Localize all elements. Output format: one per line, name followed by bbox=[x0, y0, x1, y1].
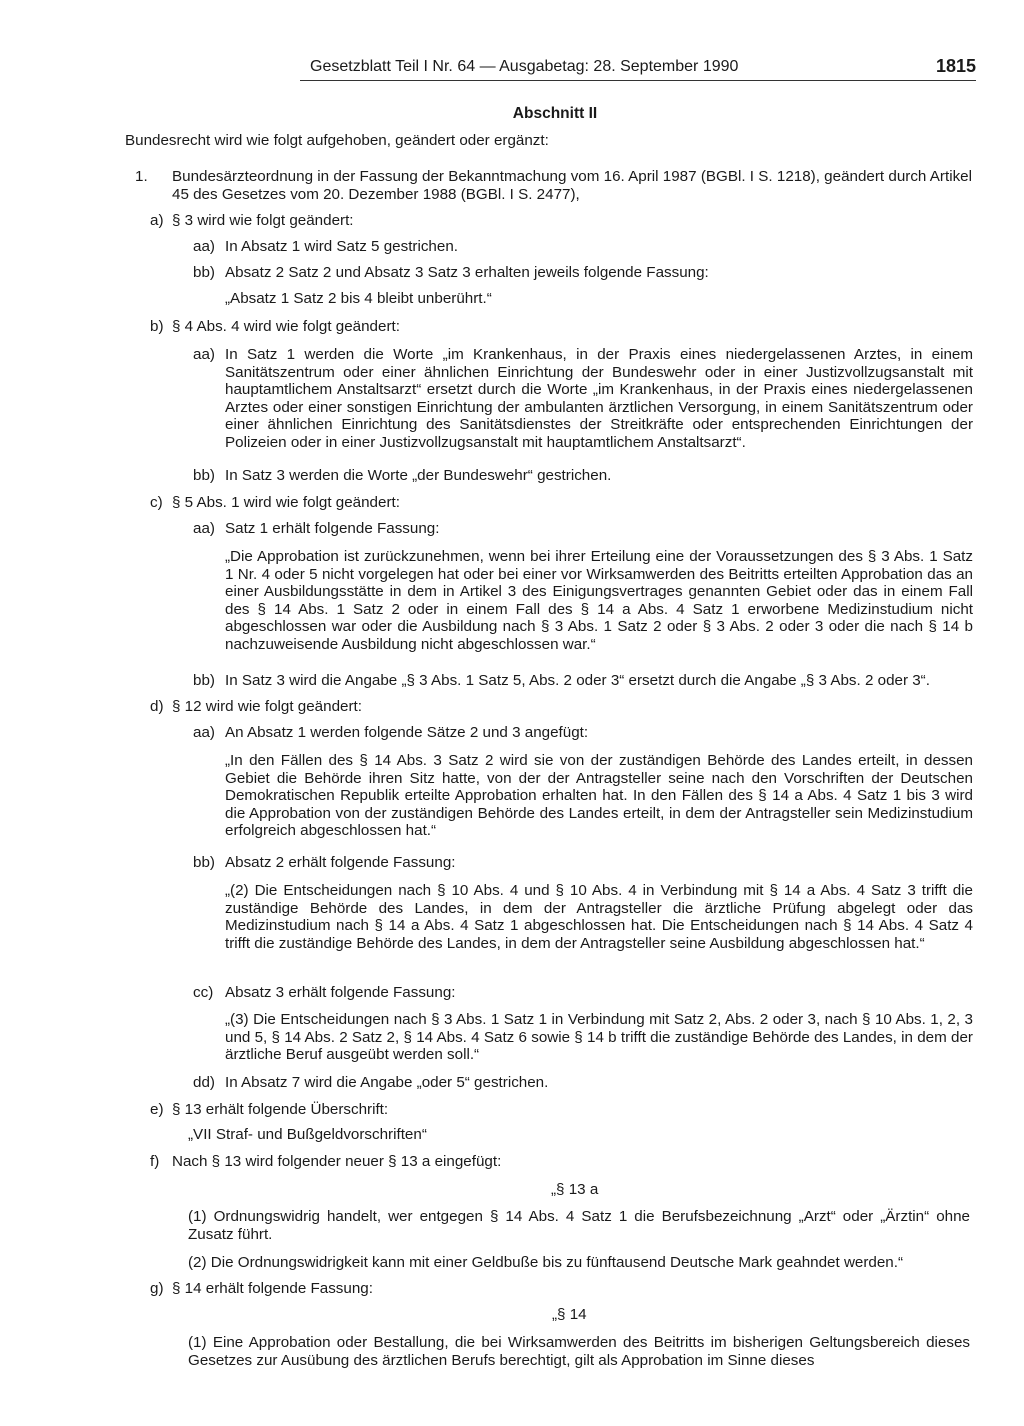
section-title: Abschnitt II bbox=[512, 105, 598, 122]
item-b-aa-text: In Satz 1 werden die Worte „im Krankenhaus, in der Praxis eines niedergelassenen Arztes, in einem Sanitätszentrum oder einer ähnlichen Einrichtung der Bundeswehr oder in einer Justizvollzugsanstalt mit hauptamtlichem Anstaltsarzt“ ersetzt durch die Worte „im Krankenhaus, in der Praxis eines niedergelassenen Arztes oder einer sonstigen Einrichtung der ambulanten ärztlichen Versorgung, in einem Sanitätszentrum oder einer ähnlichen Einrichtung des Sanitätsdienstes der Streitkräfte oder entsprechenden Einrichtungen der Polizeien oder in einer Justizvollzugsanstalt mit hauptamtlichem Anstaltsarzt“. bbox=[225, 346, 973, 451]
item-a-text: § 3 wird wie folgt geändert: bbox=[172, 212, 354, 229]
item-f-text: Nach § 13 wird folgender neuer § 13 a eingefügt: bbox=[172, 1153, 502, 1170]
paragraph-heading: „§ 14 bbox=[552, 1306, 587, 1323]
paragraph-heading: „§ 13 a bbox=[551, 1181, 599, 1198]
item-a-bb-quote: „Absatz 1 Satz 2 bis 4 bleibt unberührt.“ bbox=[225, 290, 492, 307]
item-a-bb-text: Absatz 2 Satz 2 und Absatz 3 Satz 3 erhalten jeweils folgende Fassung: bbox=[225, 264, 709, 281]
item-number: 1. bbox=[135, 168, 148, 185]
item-d-aa-quote: „In den Fällen des § 14 Abs. 3 Satz 2 wird sie von der zuständigen Behörde des Landes erteilt, in dessen Gebiet die Behörde ihren Sitz hatte, von der der Antragsteller seine nach den Vorschriften der Deutschen Demokratischen Republik erteilte Approbation erhalten hat. In den Fällen des § 14 a Abs. 4 Satz 1 bis 3 wird die Approbation von der zuständigen Behörde des Landes erteilt, in dem der Antragsteller sein Medizinstudium erfolgreich abgeschlossen hat.“ bbox=[225, 752, 973, 840]
item-d-aa-text: An Absatz 1 werden folgende Sätze 2 und 3 angefügt: bbox=[225, 724, 589, 741]
list-marker-e: e) bbox=[150, 1101, 164, 1118]
item-d-text: § 12 wird wie folgt geändert: bbox=[172, 698, 362, 715]
item-f-paragraph-2: (2) Die Ordnungswidrigkeit kann mit einer Geldbuße bis zu fünftausend Deutsche Mark geahndet werden.“ bbox=[188, 1254, 904, 1271]
item-d-cc-quote: „(3) Die Entscheidungen nach § 3 Abs. 1 Satz 1 in Verbindung mit Satz 2, Abs. 2 oder 3, nach § 10 Abs. 1, 2, 3 und 5, § 14 Abs. 2 Satz 2, § 14 Abs. 4 Satz 6 sowie § 14 b trifft die zuständige Behörde des Landes, in dem der ärztliche Beruf ausgeübt werden soll.“ bbox=[225, 1011, 973, 1064]
list-marker-a: a) bbox=[150, 212, 164, 229]
item-c-aa-quote: „Die Approbation ist zurückzunehmen, wenn bei ihrer Erteilung eine der Voraussetzungen des § 3 Abs. 1 Satz 1 Nr. 4 oder 5 nicht vorgelegen hat oder bei einer vor Wirksamwerden des Beitritts erteilten Approbation das an einer Ausbildungsstätte in dem in Artikel 3 des Einigungsvertrages genannten Gebiet oder das in einem Fall des § 14 Abs. 1 Satz 2 oder in einem Fall des § 14 a Abs. 4 Satz 1 erworbene Medizinstudium nicht abgeschlossen war oder die Ausbildung nach § 3 Abs. 1 Satz 2 oder § 3 Abs. 2 oder 3 oder die nach § 14 b nachzuweisende Ausbildung nicht abgeschlossen war.“ bbox=[225, 548, 973, 653]
list-marker-cc: cc) bbox=[193, 984, 214, 1001]
item-c-aa-text: Satz 1 erhält folgende Fassung: bbox=[225, 520, 440, 537]
item-c-text: § 5 Abs. 1 wird wie folgt geändert: bbox=[172, 494, 400, 511]
header-divider bbox=[300, 80, 976, 81]
list-marker-bb: bb) bbox=[193, 264, 215, 281]
item-d-dd-text: In Absatz 7 wird die Angabe „oder 5“ gestrichen. bbox=[225, 1074, 549, 1091]
list-marker-aa: aa) bbox=[193, 724, 215, 741]
list-marker-c: c) bbox=[150, 494, 163, 511]
item-d-bb-quote: „(2) Die Entscheidungen nach § 10 Abs. 4 und § 10 Abs. 4 in Verbindung mit § 14 a Abs. 4 Satz 3 trifft die zuständige Behörde des Landes, in dem der Antragsteller die ärztliche Prüfung abgelegt oder das Medizinstudium nach § 14 a Abs. 4 Satz 1 abgeschlossen hat. Die Entscheidungen nach § 14 Abs. 4 Satz 4 trifft die zuständige Behörde des Landes, in dem der Antragsteller seine Ausbildung abgeschlossen hat.“ bbox=[225, 882, 973, 952]
header-title: Gesetzblatt Teil I Nr. 64 — Ausgabetag: 28. September 1990 bbox=[310, 58, 739, 75]
item-b-text: § 4 Abs. 4 wird wie folgt geändert: bbox=[172, 318, 400, 335]
list-marker-bb: bb) bbox=[193, 854, 215, 871]
item-c-bb-text: In Satz 3 wird die Angabe „§ 3 Abs. 1 Satz 5, Abs. 2 oder 3“ ersetzt durch die Angabe „§ 3 Abs. 2 oder 3“. bbox=[225, 672, 930, 689]
list-marker-dd: dd) bbox=[193, 1074, 215, 1091]
item-f-paragraph-1: (1) Ordnungswidrig handelt, wer entgegen § 14 Abs. 4 Satz 1 die Berufsbezeichnung „Arzt“ oder „Ärztin“ ohne Zusatz führt. bbox=[188, 1208, 970, 1243]
list-marker-aa: aa) bbox=[193, 346, 215, 363]
list-marker-g: g) bbox=[150, 1280, 164, 1297]
item-e-text: § 13 erhält folgende Überschrift: bbox=[172, 1101, 389, 1118]
intro-text: Bundesrecht wird wie folgt aufgehoben, geändert oder ergänzt: bbox=[125, 132, 549, 149]
list-marker-b: b) bbox=[150, 318, 164, 335]
item-b-bb-text: In Satz 3 werden die Worte „der Bundeswehr“ gestrichen. bbox=[225, 467, 612, 484]
item-e-quote: „VII Straf- und Bußgeldvorschriften“ bbox=[188, 1126, 427, 1143]
list-marker-d: d) bbox=[150, 698, 164, 715]
item-a-aa-text: In Absatz 1 wird Satz 5 gestrichen. bbox=[225, 238, 458, 255]
list-marker-aa: aa) bbox=[193, 520, 215, 537]
list-marker-aa: aa) bbox=[193, 238, 215, 255]
list-marker-bb: bb) bbox=[193, 672, 215, 689]
page-number: 1815 bbox=[935, 56, 976, 76]
item-d-cc-text: Absatz 3 erhält folgende Fassung: bbox=[225, 984, 456, 1001]
list-marker-bb: bb) bbox=[193, 467, 215, 484]
item-g-paragraph-1: (1) Eine Approbation oder Bestallung, die bei Wirksamwerden des Beitritts im bisherigen Geltungsbereich dieses Gesetzes zur Ausübung des ärztlichen Berufs berechtigt, gilt als Approbation im Sinne dieses bbox=[188, 1334, 970, 1369]
item-g-text: § 14 erhält folgende Fassung: bbox=[172, 1280, 373, 1297]
item-d-bb-text: Absatz 2 erhält folgende Fassung: bbox=[225, 854, 456, 871]
list-marker-f: f) bbox=[150, 1153, 160, 1170]
item-text: Bundesärzteordnung in der Fassung der Bekanntmachung vom 16. April 1987 (BGBl. I S. 1218), geändert durch Artikel 45 des Gesetzes vom 20. Dezember 1988 (BGBl. I S. 2477), bbox=[172, 168, 972, 203]
